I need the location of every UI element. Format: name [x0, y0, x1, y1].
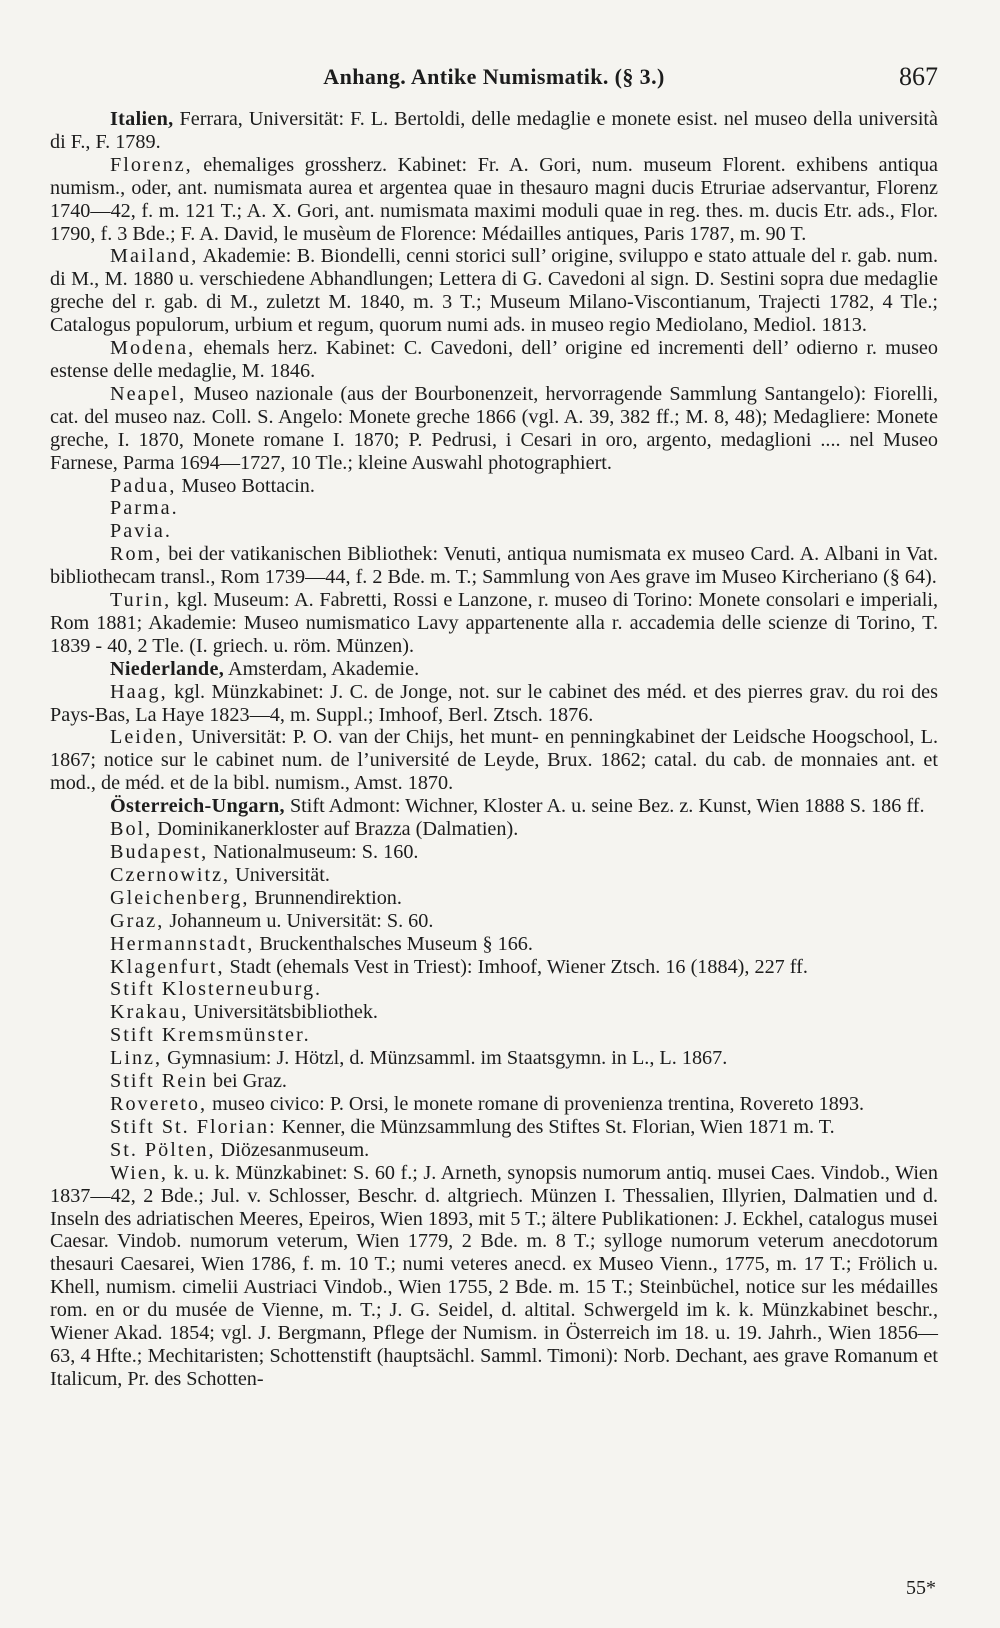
catalog-entry	[50, 1001, 938, 1024]
entry-heading: Klagenfurt,	[110, 955, 225, 978]
entry-text: Museo Bottacin.	[176, 474, 315, 497]
entry-text: Gymnasium: J. Hötzl, d. Münzsamml. im Staatsgymn. in L., L. 1867.	[162, 1047, 728, 1070]
catalog-entry	[50, 864, 938, 887]
catalog-entry	[50, 841, 938, 864]
entry-heading: Graz,	[110, 909, 165, 932]
entry-text: Stadt (ehemals Vest in Triest): Imhoof, Wiener Ztsch. 16 (1884), 227 ff.	[224, 955, 808, 978]
catalog-entry	[50, 1093, 938, 1116]
entry-heading: Haag,	[110, 680, 168, 703]
catalog-entry	[50, 108, 938, 154]
entry-heading: Stift Rein	[110, 1070, 208, 1093]
catalog-entry	[50, 978, 938, 1001]
catalog-entry	[50, 956, 938, 979]
entry-heading: Rovereto,	[110, 1092, 208, 1115]
entry-heading: Gleichenberg,	[110, 886, 250, 909]
entry-text: Universität: P. O. van der Chijs, het munt- en penningkabinet der Leidsche Hoogschool, L. 1867; notice sur le cabinet num. de l’université de Leyde, Brux. 1862; catal. du cab. de monnaies ant. et mod., de méd. et de la bibl. numism., Amst. 1870.	[50, 726, 938, 795]
catalog-entry	[50, 795, 938, 818]
entry-heading: Modena,	[110, 337, 196, 360]
entry-heading: Linz,	[110, 1047, 163, 1070]
catalog-entry	[50, 589, 938, 658]
entry-heading: Padua,	[110, 474, 177, 497]
catalog-entry	[50, 933, 938, 956]
entry-text: Diözesanmuseum.	[215, 1138, 370, 1161]
entry-text: bei Graz.	[207, 1070, 287, 1093]
entry-heading: Österreich-Ungarn,	[110, 795, 285, 818]
catalog-entry	[50, 1047, 938, 1070]
entry-heading: Stift Klosterneuburg.	[110, 978, 323, 1001]
entry-text: Dominikanerkloster auf Brazza (Dalmatien).	[152, 818, 519, 841]
catalog-entry	[50, 154, 938, 246]
catalog-entry	[50, 520, 938, 543]
catalog-entry	[50, 910, 938, 933]
catalog-entry	[50, 1139, 938, 1162]
entry-text: Akademie: B. Biondelli, cenni storici sull’ origine, sviluppo e stato attuale del r. gab. num. di M., M. 1880 u. verschiedene Abhandlungen; Lettera di G. Cavedoni al sign. D. Sestini sopra due medaglie greche del r. gab. di M., zuletzt M. 1840, m. 3 T.; Museum Milano-Viscontianum, Trajecti 1782, 4 Tle.; Catalogus populorum, urbium et regum, quorum numi ads. in museo regio Mediolano, Mediol. 1813.	[50, 245, 938, 337]
catalog-entry	[50, 1162, 938, 1391]
catalog-entry	[50, 818, 938, 841]
entry-heading: Stift Kremsmünster.	[110, 1024, 311, 1047]
entry-text: bei der vatikanischen Bibliothek: Venuti, antiqua numismata ex museo Card. A. Albani in Vat. bibliothecam transl., Rom 1739—44, f. 2 Bde. m. T.; Sammlung von Aes grave im Museo Kircheriano (§ 64).	[50, 543, 938, 589]
catalog-entry	[50, 497, 938, 520]
entry-heading: Parma.	[110, 497, 179, 520]
entry-text: kgl. Museum: A. Fabretti, Rossi e Lanzone, r. museo di Torino: Monete consolari e imperiali, Rom 1881; Akademie: Museo numismatico Lavy appartenente alla r. accademia delle scienze di Torino, T. 1839 - 40, 2 Tle. (I. griech. u. röm. Münzen).	[50, 589, 938, 657]
catalog-entry	[50, 1024, 938, 1047]
entry-heading: Florenz,	[110, 153, 193, 176]
catalog-entry	[50, 887, 938, 910]
catalog-entry	[50, 658, 938, 681]
entry-heading: St. Pölten,	[110, 1138, 216, 1161]
entry-text: Museo nazionale (aus der Bourbonenzeit, hervorragende Sammlung Santangelo): Fiorelli, cat. del museo naz. Coll. S. Angelo: Monete greche 1866 (vgl. A. 39, 382 ff.; M. 8, 48); Medagliere: Monete greche, I. 1870, Monete romane I. 1870; P. Pedrusi, i Cesari in oro, argento, medaglioni .... nel Museo Farnese, Parma 1694—1727, 10 Tle.; kleine Auswahl photographiert.	[50, 382, 938, 474]
entry-text: Nationalmuseum: S. 160.	[208, 841, 419, 863]
catalog-entry	[50, 543, 938, 589]
entry-heading: Stift St. Florian:	[110, 1115, 277, 1138]
entry-heading: Czernowitz,	[110, 863, 231, 886]
entry-heading: Krakau,	[110, 1001, 189, 1024]
entry-text: Universitätsbibliothek.	[188, 1001, 378, 1024]
running-title: Anhang. Antike Numismatik. (§ 3.)	[323, 64, 665, 89]
entry-text: kgl. Münzkabinet: J. C. de Jonge, not. sur le cabinet des méd. et des pierres grav. du roi des Pays-Bas, La Haye 1823—4, m. Suppl.; Imhoof, Berl. Ztsch. 1876.	[50, 680, 938, 726]
entry-text: Bruckenthalsches Museum § 166.	[254, 932, 533, 955]
entry-text: Amsterdam, Akademie.	[224, 657, 420, 680]
entry-heading: Niederlande,	[110, 657, 225, 680]
entry-text: Johanneum u. Universität: S. 60.	[164, 909, 434, 932]
page-number: 867	[899, 62, 938, 91]
entry-heading: Leiden,	[110, 726, 186, 749]
entry-text: Kenner, die Münzsammlung des Stiftes St. Florian, Wien 1871 m. T.	[276, 1115, 835, 1138]
catalog-entry	[50, 681, 938, 727]
entry-text: Stift Admont: Wichner, Kloster A. u. seine Bez. z. Kunst, Wien 1888 S. 186 ff.	[284, 795, 925, 818]
entry-heading: Pavia.	[110, 520, 172, 543]
entry-text: k. u. k. Münzkabinet: S. 60 f.; J. Arneth, synopsis numorum antiq. musei Caes. Vindob., Wien 1837—42, 2 Bde.; Jul. v. Schlosser, Beschr. d. altgriech. Münzen I. Thessalien, Illyrien, Dalmatien und d. Inseln des adriatischen Meeres, Epeiros, Wien 1893, mit 5 T.; ältere Publikationen: J. Eckhel, catalogus musei Caesar. Vindob. numorum veterum, Wien 1779, 2 Bde. m. 8 T.; sylloge numorum veterum anecdotorum thesauri Caesarei, Wien 1786, f. m. 10 T.; numi veteres anecd. ex Museo Vienn., 1775, m. 17 T.; Frölich u. Khell, numism. cimelii Austriaci Vindob., Wien 1755, 2 Bde. m. 15 T.; Steinbüchel, notice sur les médailles rom. en or du musée de Vienne, m. T.; J. G. Seidel, d. altital. Schwergeld im k. k. Münzkabinet beschr., Wiener Akad. 1854; vgl. J. Bergmann, Pflege der Numism. in Österreich im 18. u. 19. Jahrh., Wien 1856—63, 4 Hfte.; Mechitaristen; Schottenstift (hauptsächl. Samml. Timoni): Norb. Dechant, aes grave Romanum et Italicum, Pr. des Schotten-	[50, 1161, 938, 1390]
signature-mark: 55*	[906, 1577, 936, 1599]
catalog-entry	[50, 383, 938, 475]
entry-text: Brunnendirektion.	[249, 886, 402, 909]
catalog-entry	[50, 337, 938, 383]
entry-text: ehemals herz. Kabinet: C. Cavedoni, dell’ origine ed incrementi dell’ odierno r. museo estense delle medaglie, M. 1846.	[50, 337, 938, 382]
entry-heading: Bol,	[110, 818, 153, 841]
catalog-entry	[50, 475, 938, 498]
entry-heading: Budapest,	[110, 841, 209, 863]
entry-text: Ferrara, Universität: F. L. Bertoldi, delle medaglie e monete esist. nel museo della università di F., F. 1789.	[50, 108, 938, 153]
entry-heading: Hermannstadt,	[110, 932, 255, 955]
entry-heading: Neapel,	[110, 382, 187, 405]
entry-text: Universität.	[230, 863, 330, 886]
catalog-entry	[50, 726, 938, 795]
entry-text: ehemaliges grossherz. Kabinet: Fr. A. Gori, num. museum Florent. exhibens antiqua numism., oder, ant. numismata aurea et argentea quae in thesauro magni ducis Etruriae adservantur, Florenz 1740—42, f. m. 121 T.; A. X. Gori, ant. numismata maximi moduli quae in reg. thes. m. ducis Etr. ads., Flor. 1790, f. 3 Bde.; F. A. David, le musèum de Florence: Médailles antiques, Paris 1787, m. 90 T.	[50, 153, 938, 245]
catalog-entry	[50, 245, 938, 337]
entry-heading: Turin,	[110, 589, 172, 612]
page-body	[50, 108, 938, 1391]
entry-text: museo civico: P. Orsi, le monete romane di provenienza trentina, Rovereto 1893.	[207, 1092, 865, 1115]
entry-heading: Wien,	[110, 1161, 168, 1184]
entry-heading: Mailand,	[110, 245, 199, 268]
entry-heading: Italien,	[110, 108, 174, 130]
catalog-entry	[50, 1116, 938, 1139]
entry-heading: Rom,	[110, 543, 163, 566]
running-header	[50, 58, 938, 98]
catalog-entry	[50, 1070, 938, 1093]
